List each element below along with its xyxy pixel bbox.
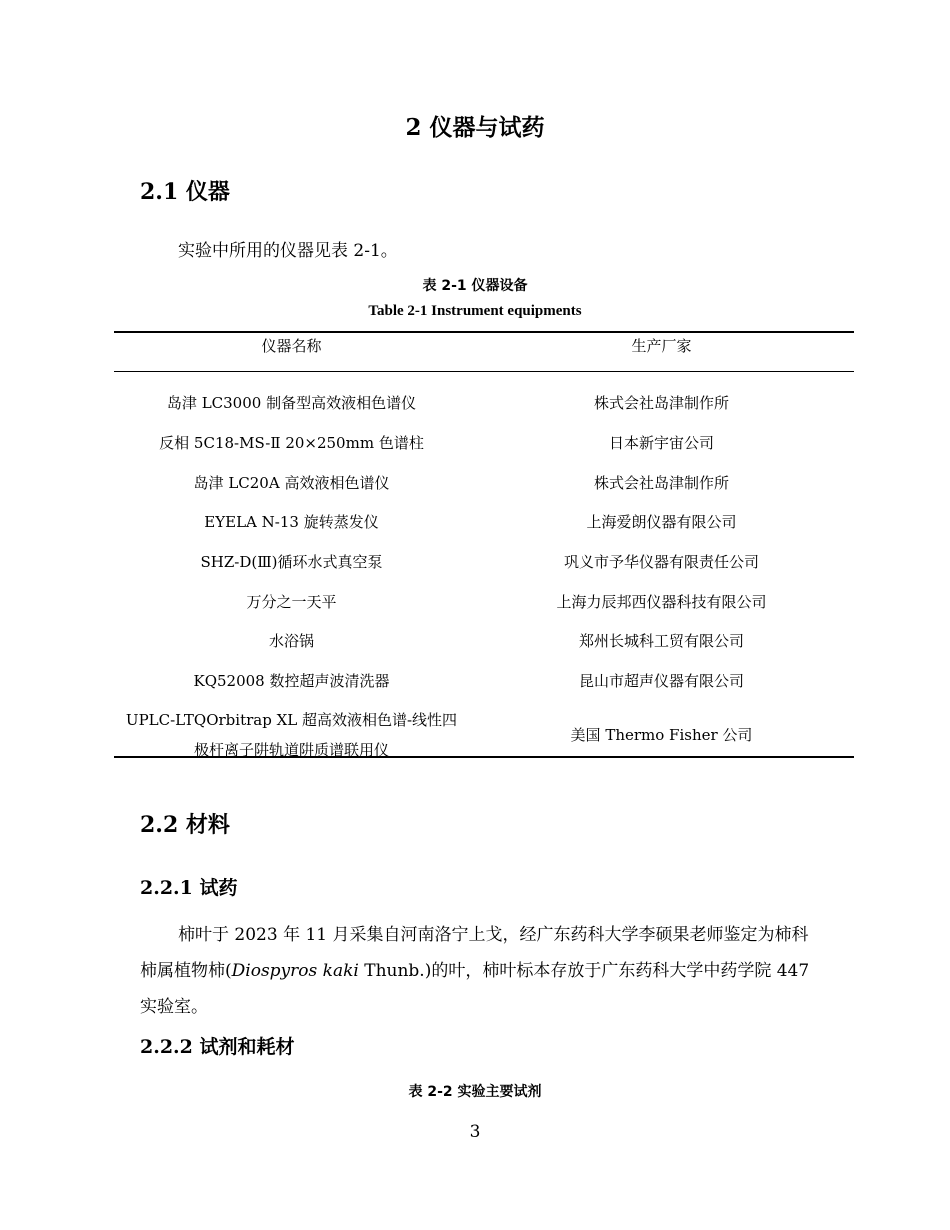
section-title-instruments: 2.1 仪器 (140, 179, 230, 205)
instrument-table (114, 333, 854, 769)
instrument-name-cell: SHZ-D(Ⅲ)循环水式真空泵 (200, 553, 383, 572)
manufacturer-cell: 上海力辰邦西仪器科技有限公司 (556, 592, 767, 611)
manufacturer-cell: 美国 Thermo Fisher 公司 (570, 726, 753, 744)
manufacturer-cell: 昆山市超声仪器有限公司 (578, 672, 744, 691)
instrument-name-line: UPLC-LTQOrbitrap XL 超高效液相色谱-线性四 (125, 710, 458, 729)
table-row (114, 621, 854, 661)
instrument-name-cell: KQ52008 数控超声波清洗器 (193, 672, 390, 691)
herb-text-part1: 柿叶于 2023 年 11 月采集自河南洛宁上戈，经广东药科大学李硕果老师鉴定为柿科柿属植物柿( (140, 925, 809, 981)
manufacturer-cell: 日本新宇宙公司 (608, 434, 714, 453)
page-number: 3 (469, 1122, 481, 1142)
manufacturer-cell: 株式会社岛津制作所 (593, 394, 729, 413)
table-row (114, 383, 854, 423)
instrument-name-cell: 反相 5C18-MS-Ⅱ 20×250mm 色谱柱 (159, 434, 424, 453)
instrument-name-cell: EYELA N-13 旋转蒸发仪 (204, 513, 379, 532)
manufacturer-cell: 巩义市予华仪器有限责任公司 (563, 553, 759, 572)
table-row (114, 542, 854, 582)
manufacturer-cell: 株式会社岛津制作所 (593, 473, 729, 492)
manufacturer-cell: 上海爱朗仪器有限公司 (586, 513, 737, 532)
instrument-name-cell (114, 701, 469, 769)
header-manufacturer: 生产厂家 (631, 337, 692, 355)
instrument-name-cell: 岛津 LC20A 高效液相色谱仪 (193, 473, 390, 492)
table-header-row (114, 333, 854, 371)
subsection-title-reagents: 2.2.2 试剂和耗材 (140, 1036, 295, 1058)
herb-species-name: Diospyros kaki (231, 961, 359, 981)
herb-description (140, 917, 815, 1025)
table-row (114, 661, 854, 701)
table-row (114, 423, 854, 463)
instrument-name-cell: 岛津 LC3000 制备型高效液相色谱仪 (166, 394, 417, 413)
instrument-name-cell: 万分之一天平 (246, 592, 337, 611)
instrument-name-cell: 水浴锅 (268, 632, 314, 651)
section-title-materials: 2.2 材料 (140, 812, 230, 838)
herb-text-part2: Thunb.)的叶，柿叶标本存放于广东药科大学中药学院 447 实验室。 (140, 961, 810, 1017)
chapter-title: 2 仪器与试药 (405, 114, 545, 141)
table-row (114, 462, 854, 502)
header-instrument-name: 仪器名称 (261, 337, 322, 355)
table-caption-cn: 表 2-1 仪器设备 (422, 278, 528, 294)
subsection-title-herbs: 2.2.1 试药 (140, 877, 238, 899)
reagents-table-caption: 表 2-2 实验主要试剂 (408, 1084, 542, 1100)
manufacturer-cell: 郑州长城科工贸有限公司 (578, 632, 744, 651)
instruments-intro: 实验中所用的仪器见表 2-1。 (178, 241, 398, 261)
instrument-name-line: 极杆离子阱轨道阱质谱联用仪 (193, 740, 389, 759)
table-row (114, 581, 854, 621)
table-row (114, 701, 854, 769)
table-row (114, 502, 854, 542)
table-caption-en: Table 2-1 Instrument equipments (368, 303, 582, 319)
